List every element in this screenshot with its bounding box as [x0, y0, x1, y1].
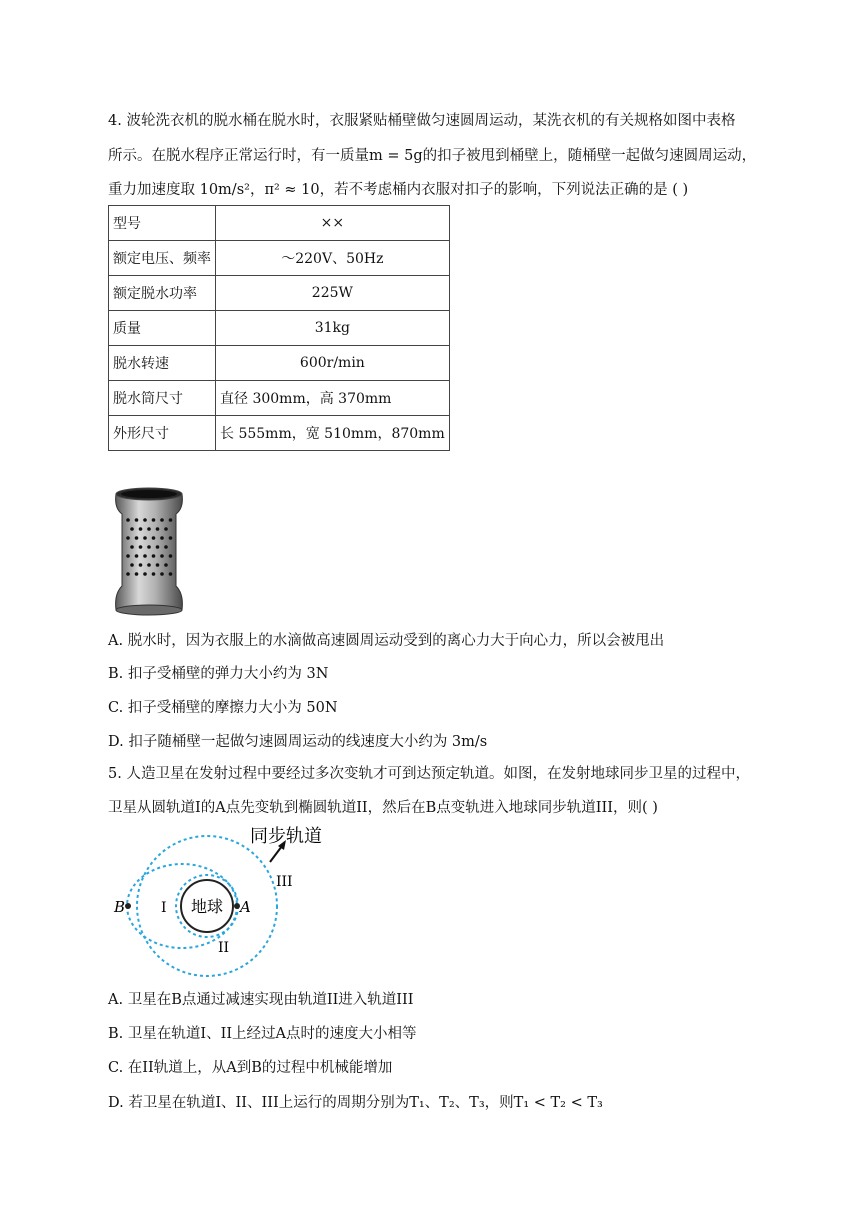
drum-hole — [135, 572, 139, 576]
spec-key: 外形尺寸 — [109, 416, 216, 451]
spec-value: 600r/min — [216, 346, 450, 381]
drum-hole — [147, 527, 151, 531]
q4-option-a: A. 脱水时，因为衣服上的水滴做高速圆周运动受到的离心力大于向心力，所以会被甩出 — [108, 633, 665, 649]
spec-table — [108, 205, 450, 451]
q4-option-c: C. 扣子受桶壁的摩擦力大小为 50N — [108, 700, 338, 716]
orbit-ii-label: II — [218, 940, 230, 956]
drum-hole — [135, 554, 139, 558]
earth-label: 地球 — [190, 897, 224, 916]
drum-hole — [139, 527, 143, 531]
drum-hole — [156, 527, 160, 531]
q4-stem-line-3: 重力加速度取 10m/s²，π² ≈ 10，若不考虑桶内衣服对扣子的影响，下列说法正确的是 ( ) — [108, 182, 689, 198]
drum-hole — [139, 563, 143, 567]
point-a-label: A — [240, 898, 251, 916]
drum-hole — [164, 563, 168, 567]
drum-hole — [130, 563, 134, 567]
spec-key: 额定脱水功率 — [109, 276, 216, 311]
table-row — [109, 381, 450, 416]
drum-hole — [147, 563, 151, 567]
drum-hole — [130, 545, 134, 549]
q5-option-c: C. 在II轨道上，从A到B的过程中机械能增加 — [108, 1060, 393, 1076]
orbit-iii-label: III — [276, 874, 293, 890]
spec-key: 脱水筒尺寸 — [109, 381, 216, 416]
drum-hole — [152, 518, 156, 522]
spec-value: ×× — [216, 206, 450, 241]
sync-orbit-label: 同步轨道 — [250, 826, 322, 847]
spec-value: 直径 300mm，高 370mm — [216, 381, 450, 416]
drum-hole — [169, 536, 173, 540]
drum-hole — [160, 572, 164, 576]
q4-option-b: B. 扣子受桶壁的弹力大小约为 3N — [108, 666, 329, 682]
spec-value: 长 555mm，宽 510mm，870mm — [216, 416, 450, 451]
table-row — [109, 241, 450, 276]
q4-option-d: D. 扣子随桶壁一起做匀速圆周运动的线速度大小约为 3m/s — [108, 734, 488, 750]
drum-hole — [152, 554, 156, 558]
q5-option-d: D. 若卫星在轨道I、II、III上运行的周期分别为T₁、T₂、T₃，则T₁ < T₂ < T₃ — [108, 1095, 603, 1111]
q5-option-b: B. 卫星在轨道I、II上经过A点时的速度大小相等 — [108, 1026, 417, 1042]
drum-hole — [126, 572, 130, 576]
drum-hole — [126, 518, 130, 522]
spec-value: 225W — [216, 276, 450, 311]
drum-hole — [147, 545, 151, 549]
spin-drum-figure — [112, 486, 186, 618]
drum-hole — [169, 572, 173, 576]
spec-value: ～220V、50Hz — [216, 241, 450, 276]
drum-hole — [156, 563, 160, 567]
drum-hole — [135, 518, 139, 522]
spec-key: 质量 — [109, 311, 216, 346]
orbit-i-label: I — [161, 900, 167, 916]
table-row — [109, 276, 450, 311]
q4-stem-line-1: 4. 波轮洗衣机的脱水桶在脱水时，衣服紧贴桶壁做匀速圆周运动，某洗衣机的有关规格如图中表格 — [108, 113, 736, 129]
table-row — [109, 416, 450, 451]
drum-hole — [126, 536, 130, 540]
table-row — [109, 206, 450, 241]
drum-hole — [164, 545, 168, 549]
drum-hole — [143, 536, 147, 540]
table-row — [109, 311, 450, 346]
drum-hole — [126, 554, 130, 558]
spec-key: 型号 — [109, 206, 216, 241]
spec-value: 31kg — [216, 311, 450, 346]
table-row — [109, 346, 450, 381]
drum-hole — [143, 518, 147, 522]
spec-key: 额定电压、频率 — [109, 241, 216, 276]
drum-hole — [160, 518, 164, 522]
drum-hole — [169, 554, 173, 558]
spec-key: 脱水转速 — [109, 346, 216, 381]
q5-stem-line-2: 卫星从圆轨道I的A点先变轨到椭圆轨道II，然后在B点变轨进入地球同步轨道III，则( ) — [108, 800, 658, 816]
drum-hole — [143, 572, 147, 576]
drum-hole — [152, 536, 156, 540]
drum-hole — [130, 527, 134, 531]
drum-hole — [160, 536, 164, 540]
point-b-label: B — [114, 898, 126, 916]
drum-hole — [156, 545, 160, 549]
orbit-diagram — [110, 822, 370, 982]
drum-hole — [143, 554, 147, 558]
q5-option-a: A. 卫星在B点通过减速实现由轨道II进入轨道III — [108, 992, 414, 1008]
drum-hole — [152, 572, 156, 576]
q5-stem-line-1: 5. 人造卫星在发射过程中要经过多次变轨才可到达预定轨道。如图，在发射地球同步卫星的过程中， — [108, 766, 750, 782]
drum-hole — [135, 536, 139, 540]
drum-hole — [139, 545, 143, 549]
drum-hole — [169, 518, 173, 522]
drum-hole — [164, 527, 168, 531]
drum-hole — [160, 554, 164, 558]
q4-stem-line-2: 所示。在脱水程序正常运行时，有一质量m = 5g的扣子被甩到桶壁上，随桶壁一起做匀速圆周运动， — [108, 148, 757, 164]
